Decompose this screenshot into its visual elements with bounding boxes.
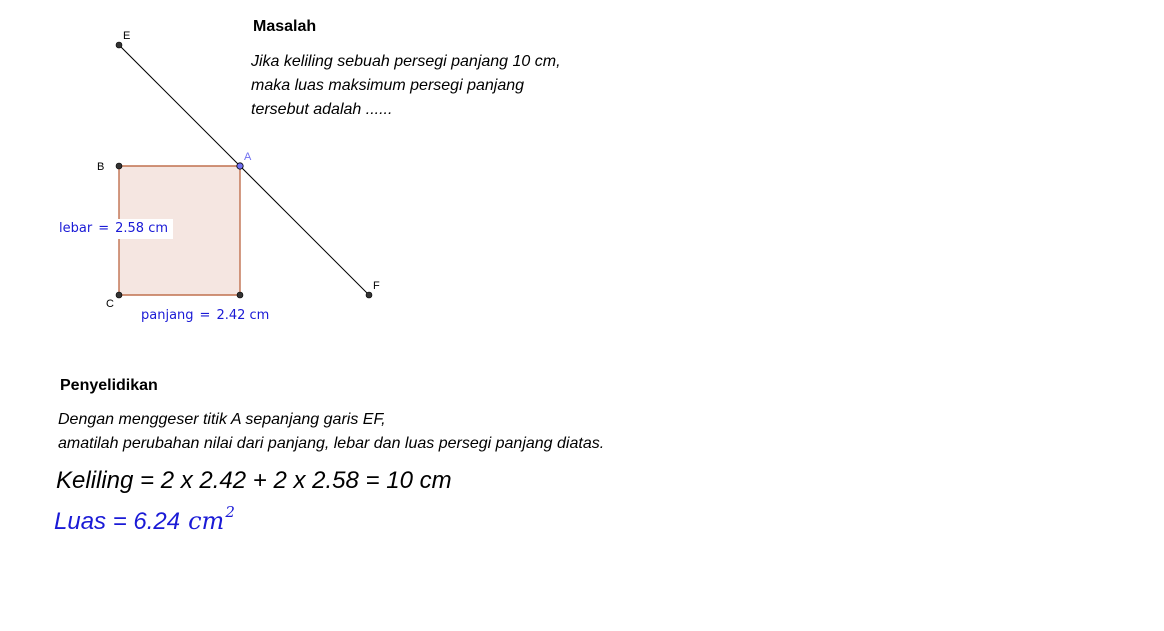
label-c: C <box>106 298 114 310</box>
lebar-unit: cm <box>148 221 168 236</box>
penyelidikan-line-1: Dengan menggeser titik A sepanjang garis EF, <box>58 411 386 428</box>
penyelidikan-title: Penyelidikan <box>60 377 158 394</box>
luas-text <box>54 503 235 536</box>
panjang-label: panjang <box>141 308 194 323</box>
label-f: F <box>373 280 380 292</box>
lebar-measure <box>54 219 173 239</box>
luas-unit-cm: cm <box>188 507 225 535</box>
point-f[interactable] <box>366 292 372 298</box>
lebar-label: lebar <box>59 221 93 236</box>
lebar-eq: = <box>98 221 110 236</box>
luas-unit-exponent: 2 <box>225 503 235 521</box>
point-c <box>116 292 122 298</box>
lebar-value: 2.58 <box>115 221 145 236</box>
panjang-unit: cm <box>249 308 270 323</box>
masalah-line-1: Jika keliling sebuah persegi panjang 10 cm, <box>251 53 561 70</box>
panjang-measure <box>136 306 274 326</box>
keliling-text: Keliling = 2 x 2.42 + 2 x 2.58 = 10 cm <box>56 467 452 494</box>
luas-unit <box>188 503 235 535</box>
label-a: A <box>244 151 252 163</box>
point-e[interactable] <box>116 42 122 48</box>
masalah-title: Masalah <box>253 18 317 35</box>
label-e: E <box>123 30 131 42</box>
point-d <box>237 292 243 298</box>
point-b <box>116 163 122 169</box>
luas-value: Luas = 6.24 <box>54 508 181 535</box>
masalah-line-2: maka luas maksimum persegi panjang <box>251 77 525 94</box>
masalah-line-3: tersebut adalah ...... <box>251 101 393 118</box>
point-a[interactable] <box>237 163 243 169</box>
panjang-eq: = <box>199 308 211 323</box>
panjang-value: 2.42 <box>216 308 246 323</box>
penyelidikan-line-2: amatilah perubahan nilai dari panjang, lebar dan luas persegi panjang diatas. <box>58 435 605 452</box>
label-b: B <box>97 161 105 173</box>
